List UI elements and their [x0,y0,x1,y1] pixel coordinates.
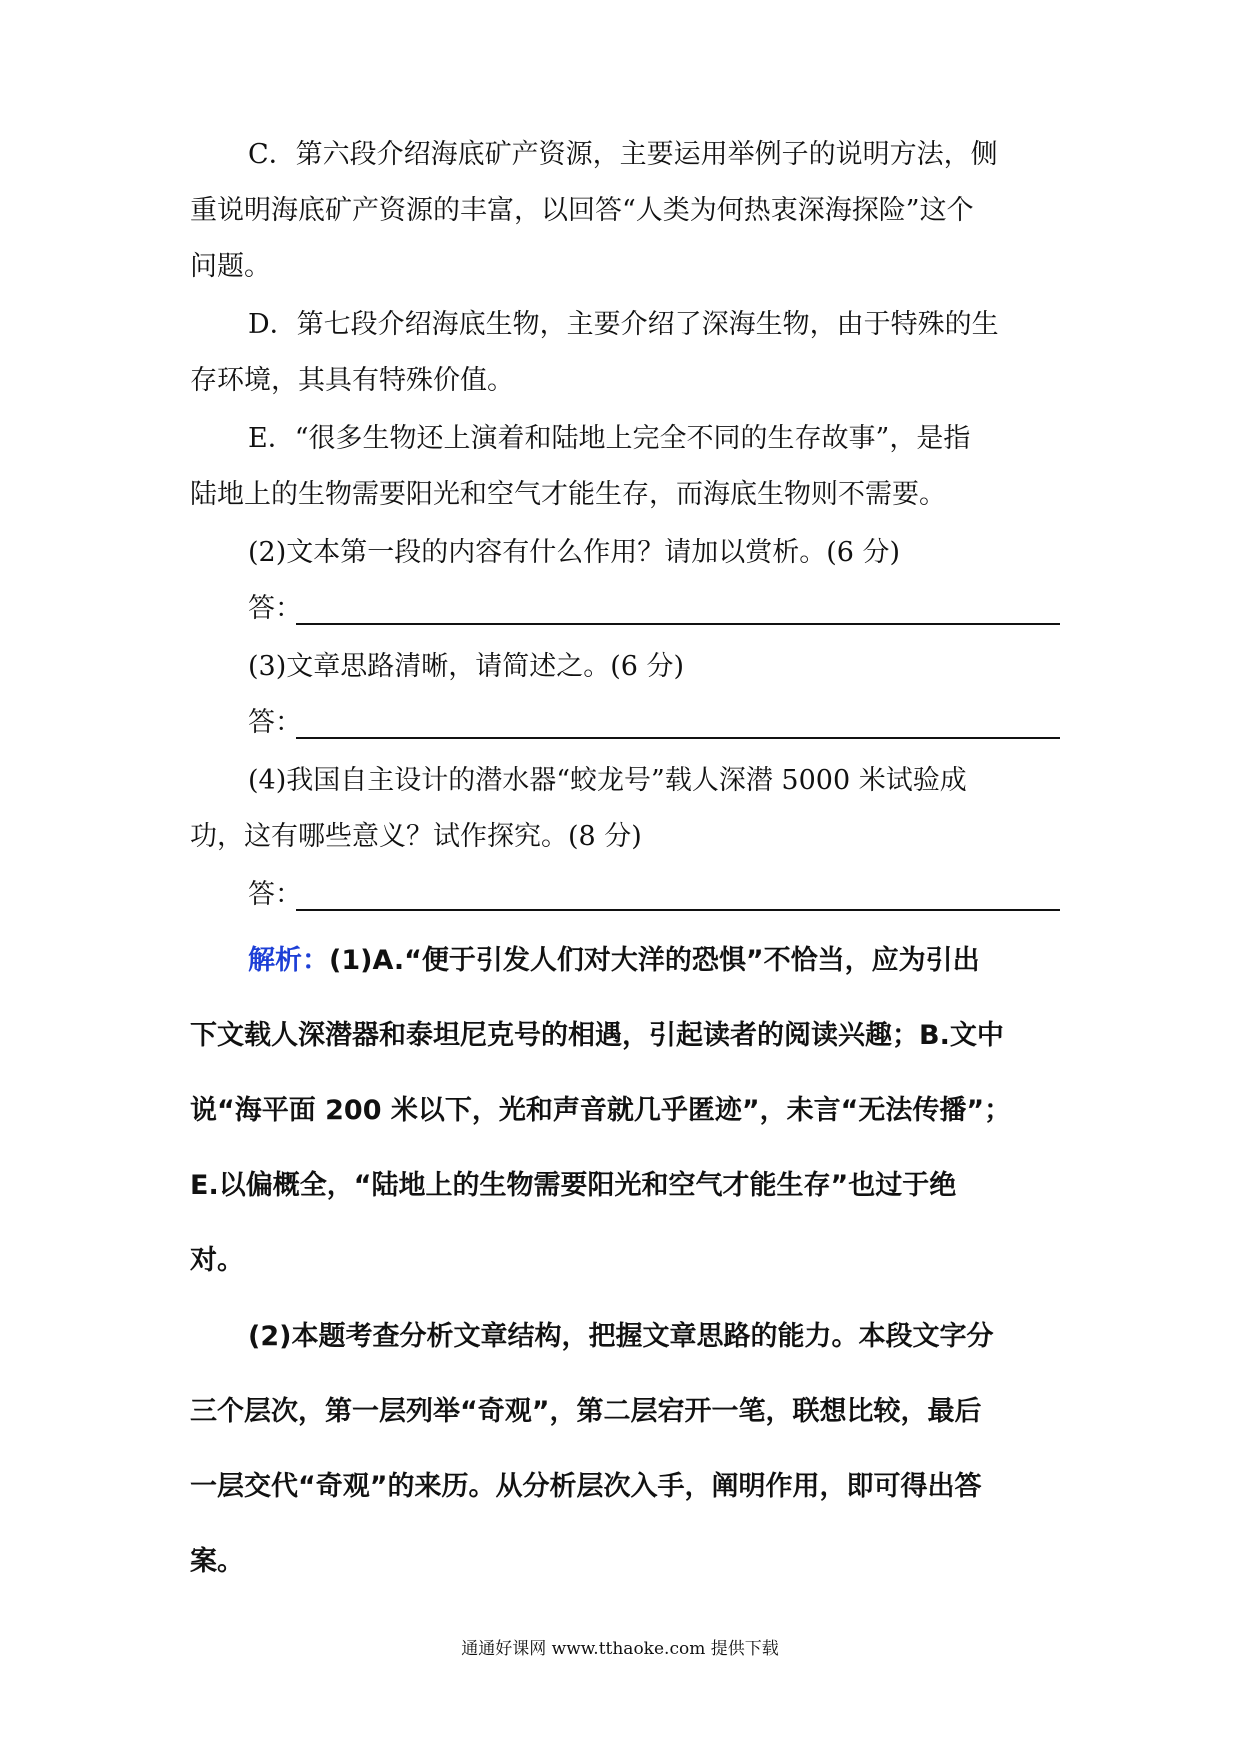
answer-blank-line [296,909,1060,911]
question-2-text: (2)文本第一段的内容有什么作用？请加以赏析。(6 分) [248,537,901,568]
answer-label: 答： [248,707,302,738]
analysis-p2-line-4: 案。 [190,1546,244,1577]
answer-blank-line [296,737,1060,739]
question-3-answer-row [248,703,1060,743]
analysis-p1-line-1-text: (1)A.“便于引发人们对大洋的恐惧”不恰当，应为引出 [329,945,980,976]
question-4-answer-row [248,875,1060,915]
footer-watermark: 通通好课网 www.tthaoke.com 提供下载 [461,1639,779,1659]
answer-label: 答： [248,879,302,910]
question-2-answer-row [248,589,1060,629]
analysis-p1-line-4: E.以偏概全，“陆地上的生物需要阳光和空气才能生存”也过于绝 [190,1170,957,1201]
analysis-p1-line-1 [248,941,980,981]
analysis-p1-line-5: 对。 [190,1245,244,1276]
question-4-line-2: 功，这有哪些意义？试作探究。(8 分) [190,821,642,852]
option-e-line-1: E．“很多生物还上演着和陆地上完全不同的生存故事”，是指 [248,423,971,454]
analysis-p2-line-1: (2)本题考查分析文章结构，把握文章思路的能力。本段文字分 [248,1321,994,1352]
analysis-tag: 解析： [248,945,329,976]
option-c-line-3: 问题。 [190,251,271,282]
analysis-p1-line-3: 说“海平面 200 米以下，光和声音就几乎匿迹”，未言“无法传播”； [190,1095,1012,1126]
analysis-p1-line-2: 下文载人深潜器和泰坦尼克号的相遇，引起读者的阅读兴趣；B.文中 [190,1020,1004,1051]
option-c-line-1: C．第六段介绍海底矿产资源，主要运用举例子的说明方法，侧 [248,139,998,170]
analysis-p2-line-3: 一层交代“奇观”的来历。从分析层次入手，阐明作用，即可得出答 [190,1471,982,1502]
analysis-p2-line-2: 三个层次，第一层列举“奇观”，第二层宕开一笔，联想比较，最后 [190,1396,982,1427]
option-d-line-1: D．第七段介绍海底生物，主要介绍了深海生物，由于特殊的生 [248,309,999,340]
answer-label: 答： [248,593,302,624]
question-4-line-1: (4)我国自主设计的潜水器“蛟龙号”载人深潜 5000 米试验成 [248,765,967,796]
option-e-line-2: 陆地上的生物需要阳光和空气才能生存，而海底生物则不需要。 [190,479,946,510]
option-d-line-2: 存环境，其具有特殊价值。 [190,365,514,396]
question-3-text: (3)文章思路清晰，请简述之。(6 分) [248,651,685,682]
answer-blank-line [296,623,1060,625]
option-c-line-2: 重说明海底矿产资源的丰富，以回答“人类为何热衷深海探险”这个 [190,195,974,226]
